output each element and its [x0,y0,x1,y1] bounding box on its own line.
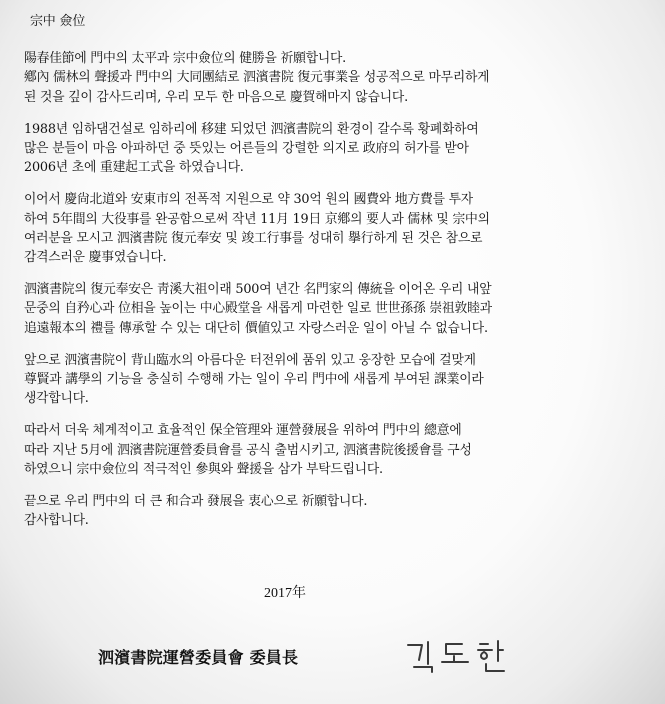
paragraph-6 [24,421,656,479]
text-line: 2006년 초에 重建起工式을 하였습니다. [24,160,244,176]
paragraph-7 [24,492,656,530]
handwritten-signature [402,636,512,674]
paragraph-3 [24,190,656,267]
letter-body [24,12,656,543]
text-line: 따라서 더욱 체계적이고 효율적인 保全管理와 運營發展을 위하여 門中의 總意에 [24,423,462,439]
text-line: 1988년 임하댐건설로 임하리에 移建 되었던 泗濱書院의 환경이 갈수록 황폐화하여 [24,121,479,137]
text-line: 감사합니다. [24,513,89,529]
text-line: 陽春佳節에 門中의 太平과 宗中僉位의 健勝을 祈願합니다. [24,51,347,67]
signatory-title: 泗濱書院運營委員會 委員長 [98,648,299,667]
text-line: 문중의 自矜心과 位相을 높이는 中心殿堂을 새롭게 마련한 일로 世世孫孫 崇祖敦睦과 [24,301,492,317]
paragraph-4 [24,280,656,338]
text-line: 끝으로 우리 門中의 더 큰 和合과 發展을 衷心으로 祈願합니다. [24,494,368,510]
letter-date: 2017年 [264,586,306,601]
text-line: 앞으로 泗濱書院이 背山臨水의 아름다운 터전위에 품위 있고 웅장한 모습에 걸맞게 [24,352,476,368]
paragraph-2 [24,120,656,178]
text-line: 이어서 慶尙北道와 安東市의 전폭적 지원으로 약 30억 원의 國費와 地方費를 투자 [24,192,473,208]
salutation: 宗中 僉位 [30,14,86,29]
text-line: 尊賢과 講學의 기능을 충실히 수행해 가는 일이 우리 門中에 새롭게 부여된 課業이라 [24,372,484,388]
paragraph-1 [24,49,656,107]
text-line: 追遠報本의 禮를 傳承할 수 있는 대단히 價値있고 자랑스러운 일이 아닐 수 없습니다. [24,320,488,336]
text-line: 鄕內 儒林의 聲援과 門中의 大同團結로 泗濱書院 復元事業을 성공적으로 마무리하게 [24,70,490,86]
text-line: 여러분을 모시고 泗濱書院 復元奉安 및 竣工行事를 성대히 擧行하게 된 것은 참으로 [24,230,483,246]
paragraph-5 [24,351,656,409]
text-line: 따라 지난 5月에 泗濱書院運營委員會를 공식 출범시키고, 泗濱書院後援會를 구성 [24,442,472,458]
text-line: 감격스러운 慶事였습니다. [24,250,167,266]
text-line: 泗濱書院의 復元奉安은 靑溪大祖이래 500여 년간 名門家의 傳統을 이어온 우리 내앞 [24,282,492,298]
text-line: 하였으니 宗中僉位의 적극적인 參與와 聲援을 삼가 부탁드립니다. [24,461,383,477]
text-line: 하여 5年間의 大役事를 완공함으로써 작년 11月 19日 京鄕의 要人과 儒林 및 宗中의 [24,211,490,227]
text-line: 많은 분들이 마음 아파하던 중 뜻있는 어른들의 강렬한 의지로 政府의 허가를 받아 [24,141,469,157]
text-line: 생각합니다. [24,391,89,407]
text-line: 된 것을 깊이 감사드리며, 우리 모두 한 마음으로 慶賀해마지 않습니다. [24,89,408,105]
signature-block [98,645,298,668]
